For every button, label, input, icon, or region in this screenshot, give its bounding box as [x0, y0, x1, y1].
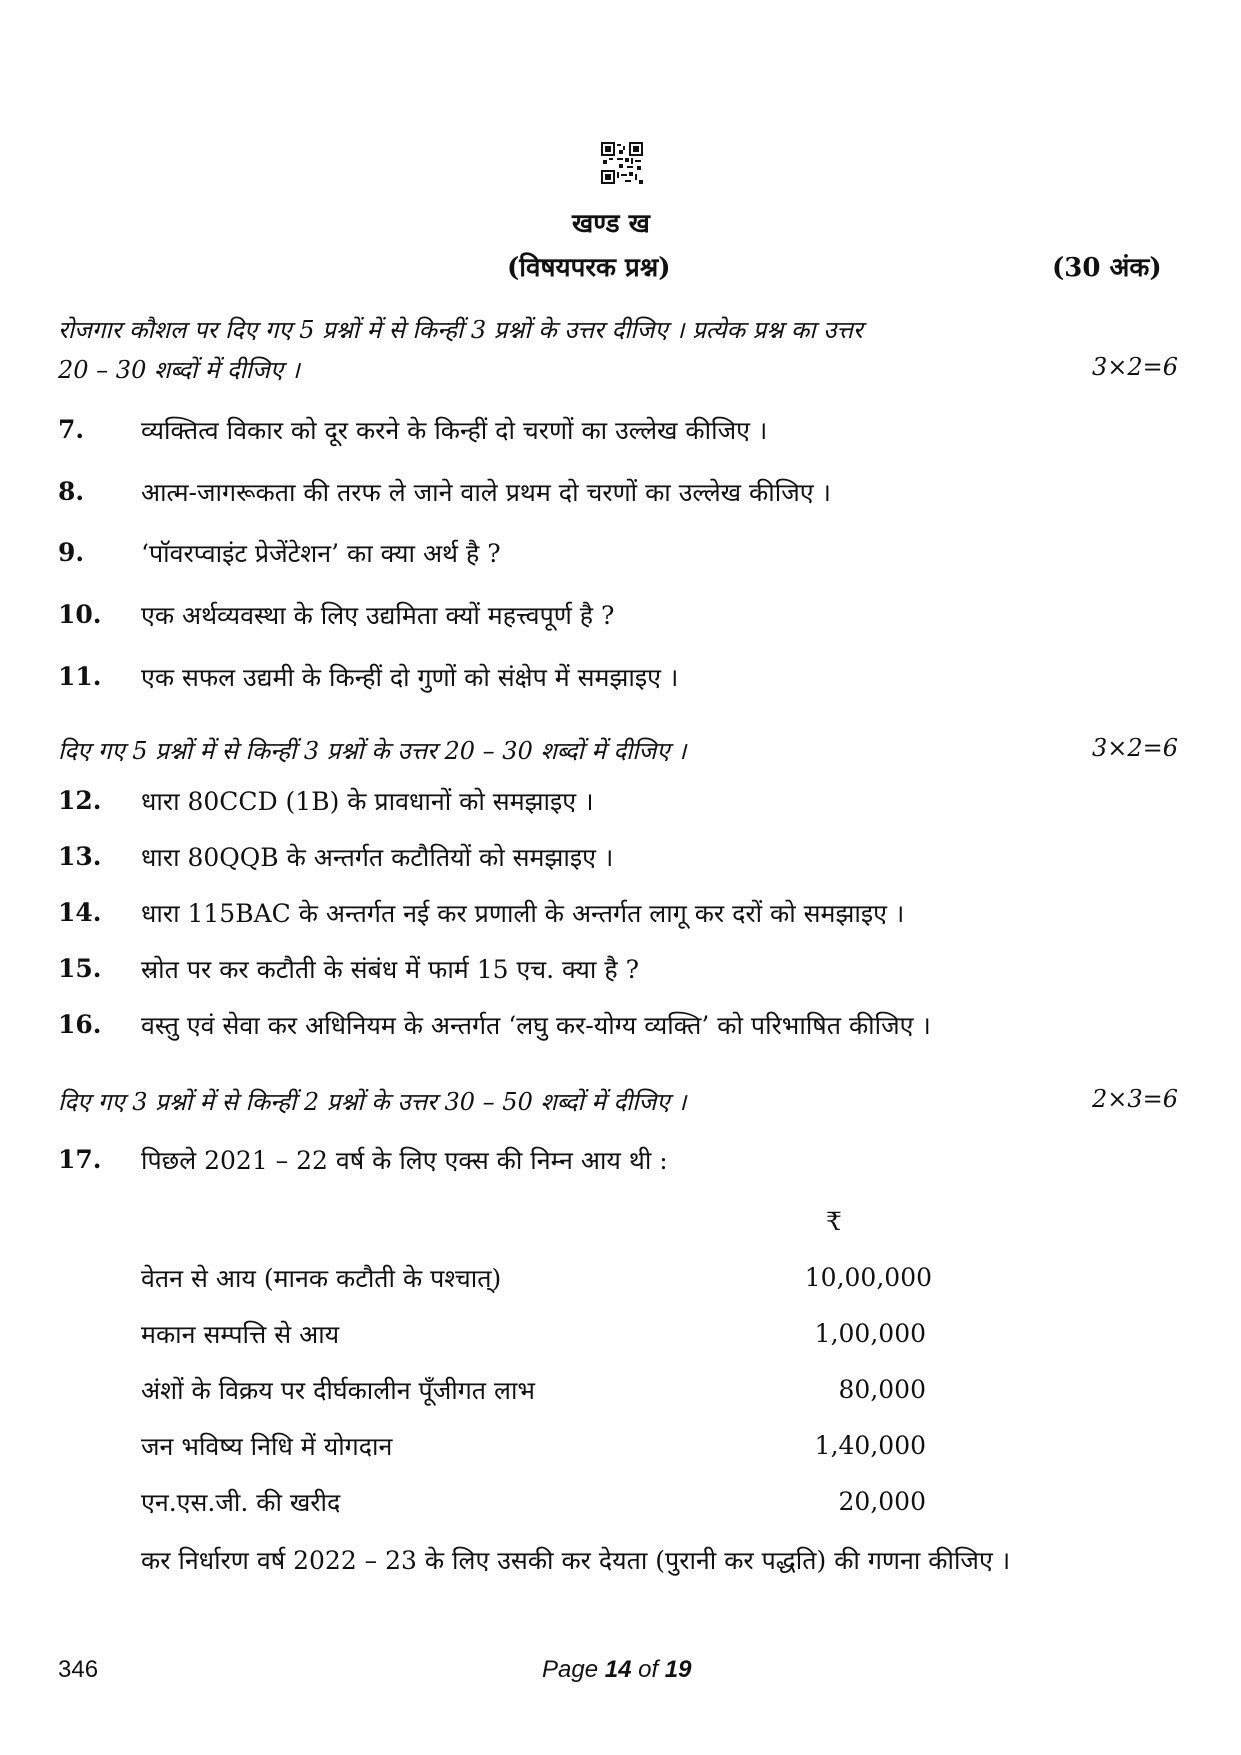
- block1-instruction-line2: 20 – 30 शब्दों में दीजिए ।: [58, 356, 300, 384]
- question-number: 11.: [58, 662, 102, 691]
- income-row-amount: 1,40,000: [814, 1431, 926, 1460]
- income-row-label: मकान सम्पत्ति से आय: [141, 1320, 340, 1349]
- income-row-label: वेतन से आय (मानक कटौती के पश्चात्): [141, 1264, 502, 1293]
- block2-marks: 3×2=6: [1092, 734, 1179, 762]
- income-row-amount: 10,00,000: [804, 1263, 932, 1292]
- question-text: एक सफल उद्यमी के किन्हीं दो गुणों को संक्षेप में समझाइए ।: [141, 663, 679, 692]
- question-number: 14.: [58, 898, 102, 927]
- question-text: ‘पॉवरप्वाइंट प्रेजेंटेशन’ का क्या अर्थ है ?: [141, 539, 501, 568]
- page-of: of: [631, 1656, 665, 1683]
- question-text: एक अर्थव्यवस्था के लिए उद्यमिता क्यों महत्त्वपूर्ण है ?: [141, 601, 615, 630]
- question-number: 10.: [58, 600, 102, 629]
- question-number: 15.: [58, 954, 102, 983]
- income-row-amount: 20,000: [838, 1487, 926, 1516]
- question-text: धारा 80QQB के अन्तर्गत कटौतियों को समझाइए ।: [141, 843, 614, 872]
- page-indicator: [542, 1656, 691, 1684]
- question-number: 8.: [58, 477, 85, 506]
- question-text: स्रोत पर कर कटौती के संबंध में फार्म 15 एच. क्या है ?: [141, 955, 639, 984]
- income-row-amount: 1,00,000: [814, 1319, 926, 1348]
- question-number: 12.: [58, 786, 102, 815]
- question-number: 7.: [58, 415, 85, 444]
- income-row-label: एन.एस.जी. की खरीद: [141, 1488, 341, 1517]
- page-number: 14: [604, 1656, 632, 1683]
- qr-code-icon: [601, 142, 643, 184]
- page-prefix: Page: [542, 1656, 605, 1683]
- question-number: 13.: [58, 842, 102, 871]
- question-text: पिछले 2021 – 22 वर्ष के लिए एक्स की निम्न आय थी :: [141, 1146, 668, 1175]
- question-number: 16.: [58, 1010, 102, 1039]
- block2-instruction: दिए गए 5 प्रश्नों में से किन्हीं 3 प्रश्नों के उत्तर 20 – 30 शब्दों में दीजिए ।: [58, 737, 687, 765]
- block3-marks: 2×3=6: [1092, 1085, 1179, 1113]
- section-title: खण्ड ख: [572, 209, 650, 239]
- question-text: धारा 80CCD (1B) के प्रावधानों को समझाइए ।: [141, 787, 594, 816]
- income-row-label: जन भविष्य निधि में योगदान: [141, 1432, 393, 1461]
- question-closing-text: कर निर्धारण वर्ष 2022 – 23 के लिए उसकी कर देयता (पुरानी कर पद्धति) की गणना कीजिए ।: [141, 1546, 1011, 1575]
- page-total: 19: [664, 1656, 692, 1683]
- question-text: वस्तु एवं सेवा कर अधिनियम के अन्तर्गत ‘लघु कर-योग्य व्यक्ति’ को परिभाषित कीजिए ।: [141, 1011, 931, 1040]
- income-row-amount: 80,000: [838, 1375, 926, 1404]
- question-number: 17.: [58, 1145, 102, 1174]
- block1-marks: 3×2=6: [1092, 353, 1179, 381]
- paper-code: 346: [58, 1656, 99, 1683]
- question-text: धारा 115BAC के अन्तर्गत नई कर प्रणाली के अन्तर्गत लागू कर दरों को समझाइए ।: [141, 899, 905, 928]
- question-text: आत्म-जागरूकता की तरफ ले जाने वाले प्रथम दो चरणों का उल्लेख कीजिए ।: [141, 478, 831, 507]
- block1-instruction-line1: रोजगार कौशल पर दिए गए 5 प्रश्नों में से किन्हीं 3 प्रश्नों के उत्तर दीजिए । प्रत्येक प्रश्न का उत्तर: [58, 316, 863, 344]
- currency-symbol: ₹: [826, 1207, 842, 1236]
- block3-instruction: दिए गए 3 प्रश्नों में से किन्हीं 2 प्रश्नों के उत्तर 30 – 50 शब्दों में दीजिए ।: [58, 1088, 687, 1116]
- question-number: 9.: [58, 538, 85, 567]
- section-subtitle: (विषयपरक प्रश्न): [507, 253, 671, 283]
- income-row-label: अंशों के विक्रय पर दीर्घकालीन पूँजीगत लाभ: [141, 1376, 536, 1405]
- section-marks: (30 अंक): [1052, 253, 1162, 283]
- question-text: व्यक्तित्व विकार को दूर करने के किन्हीं दो चरणों का उल्लेख कीजिए ।: [141, 416, 768, 445]
